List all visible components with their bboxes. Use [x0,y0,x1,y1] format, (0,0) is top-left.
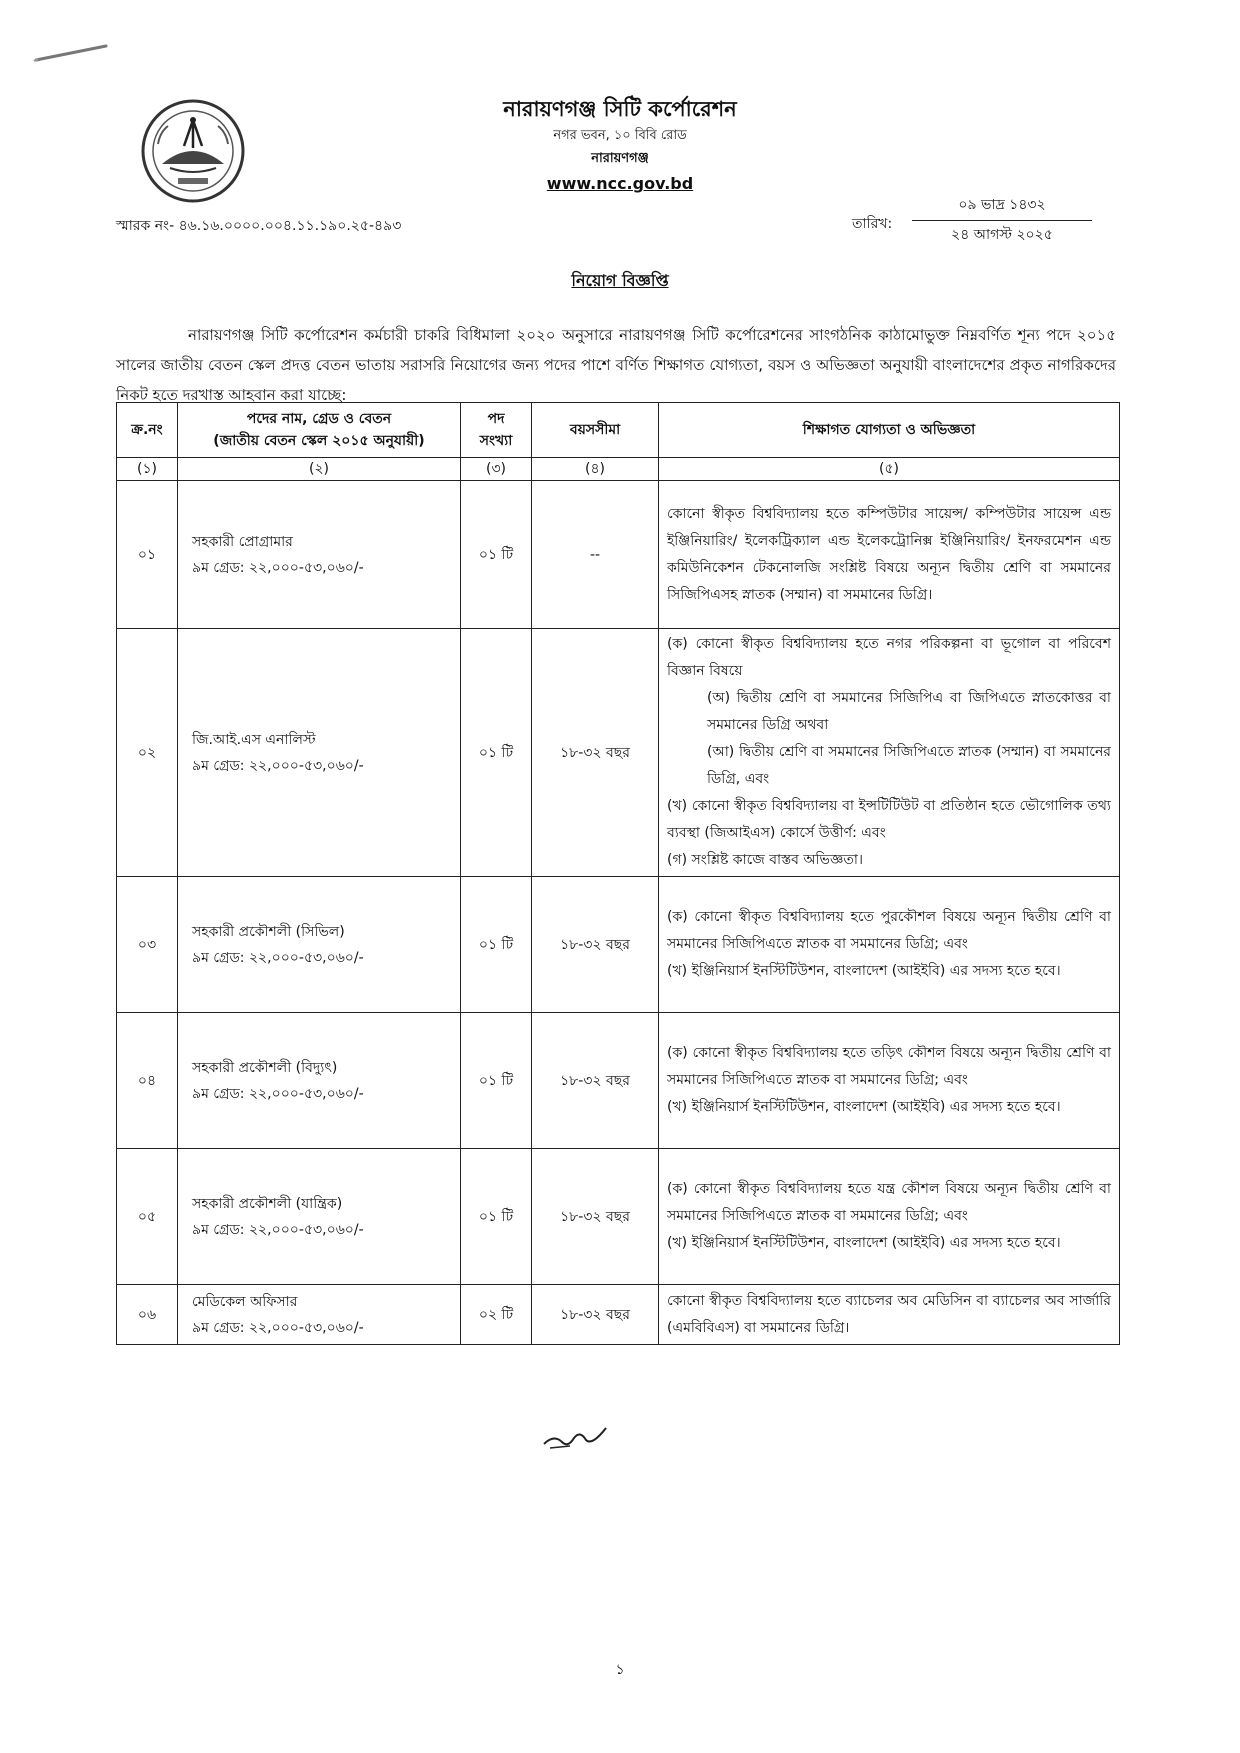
date-label: তারিখ: [852,216,893,232]
row-count: ০১ টি [461,481,532,629]
table-row [117,877,1120,1013]
post-grade: ৯ম গ্রেড: ২২,০০০-৫৩,০৬০/- [192,757,364,774]
index-cell: (৫) [659,458,1120,481]
intro-paragraph [116,320,1116,410]
header-post-line2: (জাতীয় বেতন স্কেল ২০১৫ অনুযায়ী) [213,433,425,449]
header-qualification: শিক্ষাগত যোগ্যতা ও অভিজ্ঞতা [659,403,1120,458]
index-cell: (৪) [532,458,659,481]
post-name: জি.আই.এস এনালিস্ট [192,731,316,748]
header-count-line2: সংখ্যা [479,433,513,449]
qualification-text: (ক) কোনো স্বীকৃত বিশ্ববিদ্যালয় হতে যন্ত্র কৌশল বিষয়ে অন্যূন দ্বিতীয় শ্রেণি বা সমমানের সিজিপিএতে স্নাতক বা সমমানের ডিগ্রি; এবং [667,1181,1111,1224]
qualification-text: (ক) কোনো স্বীকৃত বিশ্ববিদ্যালয় হতে পুরকৌশল বিষয়ে অন্যূন দ্বিতীয় শ্রেণি বা সমমানের সিজিপিএতে স্নাতক বা সমমানের ডিগ্রি; এবং [667,909,1111,952]
post-grade: ৯ম গ্রেড: ২২,০০০-৫৩,০৬০/- [192,1085,364,1102]
qualification-text: কোনো স্বীকৃত বিশ্ববিদ্যালয় হতে কম্পিউটার সায়েন্স/ কম্পিউটার সায়েন্স এন্ড ইঞ্জিনিয়ারিং/ ইলেকট্রিক্যাল এন্ড ইলেকট্রোনিক্স ইঞ্জিনিয়ারিং/ ইনফরমেশন এন্ড কমিউনিকেশন টেকনোলজি সংশ্লিষ্ট বিষয়ে অন্যূন দ্বিতীয় শ্রেণি বা সমমানের সিজিপিএসহ স্নাতক (সম্মান) বা সমমানের ডিগ্রি। [667,505,1111,603]
page-number: ১ [615,1662,625,1678]
row-qualification [659,1285,1120,1345]
header-post-line1: পদের নাম, গ্রেড ও বেতন [246,411,392,427]
row-age: ১৮-৩২ বছর [532,1149,659,1285]
row-qualification [659,629,1120,877]
intro-text: নারায়ণগঞ্জ সিটি কর্পোরেশন কর্মচারী চাকরি বিধিমালা ২০২০ অনুসারে নারায়ণগঞ্জ সিটি কর্পোরেশনের সাংগঠনিক কাঠামোভুক্ত নিম্নবর্ণিত শূন্য পদে ২০১৫ সালের জাতীয় বেতন স্কেল প্রদত্ত বেতন ভাতায় সরাসরি নিয়োগের জন্য পদের পাশে বর্ণিত শিক্ষাগত যোগ্যতা, বয়স ও অভিজ্ঞতা অনুযায়ী বাংলাদেশের প্রকৃত নাগরিকদের নিকট হতে দরখাস্ত আহবান করা যাচ্ছে: [116,326,1117,404]
row-post [178,1149,461,1285]
header-serial: ক্র.নং [117,403,178,458]
row-post [178,877,461,1013]
post-name: মেডিকেল অফিসার [192,1293,298,1310]
row-age: ১৮-৩২ বছর [532,629,659,877]
header-count-line1: পদ [487,411,505,427]
row-count: ০১ টি [461,1149,532,1285]
office-address: নগর ভবন, ১০ বিবি রোড [553,128,687,143]
table-row [117,1285,1120,1345]
row-count: ০১ টি [461,629,532,877]
date-english: ২৪ আগস্ট ২০২৫ [951,227,1053,243]
table-row [117,629,1120,877]
table-row [117,1013,1120,1149]
post-grade: ৯ম গ্রেড: ২২,০০০-৫৩,০৬০/- [192,949,364,966]
memo-number: স্মারক নং- ৪৬.১৬.০০০০.০০৪.১১.১৯০.২৫-৪৯৩ [116,218,402,234]
qualification-text: (ক) কোনো স্বীকৃত বিশ্ববিদ্যালয় হতে নগর পরিকল্পনা বা ভূগোল বা পরিবেশ বিজ্ঞান বিষয়ে [667,636,1111,679]
qualification-text: (ক) কোনো স্বীকৃত বিশ্ববিদ্যালয় হতে তড়িৎ কৌশল বিষয়ে অন্যূন দ্বিতীয় শ্রেণি বা সমমানের সিজিপিএতে স্নাতক বা সমমানের ডিগ্রি; এবং [667,1045,1111,1088]
index-cell: (২) [178,458,461,481]
row-serial: ০৩ [117,877,178,1013]
office-city: নারায়ণগঞ্জ [591,151,649,166]
qualification-text: (খ) ইঞ্জিনিয়ার্স ইনস্টিটিউশন, বাংলাদেশ (আইইবি) এর সদস্য হতে হবে। [667,1099,1061,1115]
row-age: -- [532,481,659,629]
row-serial: ০২ [117,629,178,877]
post-grade: ৯ম গ্রেড: ২২,০০০-৫৩,০৬০/- [192,1221,364,1238]
staple-icon [32,42,112,64]
header-age: বয়সসীমা [532,403,659,458]
date-block [912,192,1092,249]
table-header-row [117,403,1120,458]
notice-title-text: নিয়োগ বিজ্ঞপ্তি [571,271,669,290]
post-name: সহকারী প্রোগ্রামার [192,533,293,550]
qualification-subitem: (আ) দ্বিতীয় শ্রেণি বা সমমানের সিজিপিএতে স্নাতক (সম্মান) বা সমমানের ডিগ্রি, এবং [707,744,1111,787]
post-name: সহকারী প্রকৌশলী (যান্ত্রিক) [192,1195,343,1212]
row-count: ০২ টি [461,1285,532,1345]
row-count: ০১ টি [461,1013,532,1149]
qualification-text: (খ) ইঞ্জিনিয়ার্স ইনস্টিটিউশন, বাংলাদেশ (আইইবি) এর সদস্য হতে হবে। [667,1235,1061,1251]
row-qualification [659,1149,1120,1285]
index-cell: (১) [117,458,178,481]
letterhead [430,94,810,198]
notice-title [0,268,1240,295]
row-post [178,629,461,877]
index-cell: (৩) [461,458,532,481]
row-age: ১৮-৩২ বছর [532,877,659,1013]
row-age: ১৮-৩২ বছর [532,1285,659,1345]
post-name: সহকারী প্রকৌশলী (বিদ্যুৎ) [192,1059,338,1076]
row-qualification [659,1013,1120,1149]
post-name: সহকারী প্রকৌশলী (সিভিল) [192,923,345,940]
website-link[interactable]: www.ncc.gov.bd [546,174,694,193]
row-qualification [659,481,1120,629]
post-grade: ৯ম গ্রেড: ২২,০০০-৫৩,০৬০/- [192,559,364,576]
header-count [461,403,532,458]
signature-icon [540,1420,610,1454]
organization-name: নারায়ণগঞ্জ সিটি কর্পোরেশন [503,97,737,121]
row-age: ১৮-৩২ বছর [532,1013,659,1149]
qualification-text: কোনো স্বীকৃত বিশ্ববিদ্যালয় হতে ব্যাচেলর অব মেডিসিন বা ব্যাচেলর অব সার্জারি (এমবিবিএস) বা সমমানের ডিগ্রি। [667,1292,1111,1336]
row-serial: ০৪ [117,1013,178,1149]
row-serial: ০৬ [117,1285,178,1345]
post-grade: ৯ম গ্রেড: ২২,০০০-৫৩,০৬০/- [192,1319,364,1336]
row-serial: ০১ [117,481,178,629]
header-post [178,403,461,458]
table-row [117,481,1120,629]
row-post [178,1013,461,1149]
row-serial: ০৫ [117,1149,178,1285]
city-corporation-seal-icon [140,98,246,204]
vacancy-table [116,402,1120,1345]
table-row [117,1149,1120,1285]
qualification-text: (খ) ইঞ্জিনিয়ার্স ইনস্টিটিউশন, বাংলাদেশ (আইইবি) এর সদস্য হতে হবে। [667,963,1061,979]
row-count: ০১ টি [461,877,532,1013]
index-row [117,458,1120,481]
qualification-text: (গ) সংশ্লিষ্ট কাজে বাস্তব অভিজ্ঞতা। [667,852,863,868]
qualification-text: (খ) কোনো স্বীকৃত বিশ্ববিদ্যালয় বা ইন্সটিটিউট বা প্রতিষ্ঠান হতে ভৌগোলিক তথ্য ব্যবস্থা (জিআইএস) কোর্সে উত্তীর্ণ: এবং [667,798,1111,841]
row-qualification [659,877,1120,1013]
row-post [178,1285,461,1345]
qualification-subitem: (অ) দ্বিতীয় শ্রেণি বা সমমানের সিজিপিএ বা জিপিএতে স্নাতকোত্তর বা সমমানের ডিগ্রি অথবা [707,690,1111,733]
date-bangla: ০৯ ভাদ্র ১৪৩২ [912,192,1092,221]
row-post [178,481,461,629]
